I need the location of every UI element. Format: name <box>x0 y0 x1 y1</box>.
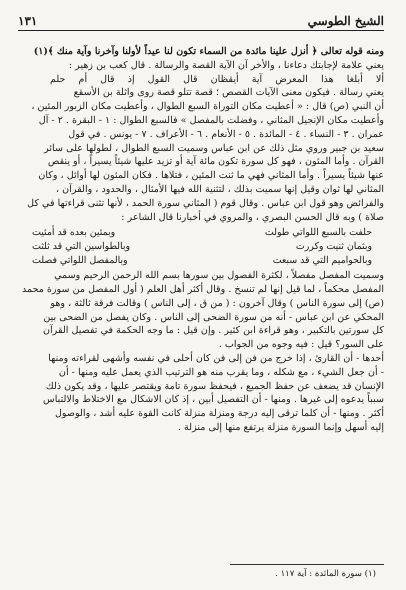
text-line: على السور؟ قيل : فيه وجوه من الجواب . <box>218 339 384 351</box>
poem-hemistich-right: وبالحواميم التي قد سبعت <box>272 254 372 266</box>
footnote-divider <box>230 564 384 565</box>
text-line: إليه أسهل وإنما السورة منزلة يرتفع منها إلى منزلة . <box>177 421 384 433</box>
text-line: عمران . ٣ - النساء . ٤ - المائدة . ٥ - الأنعام . ٦ - الأعراف . ٧ - يونس . في قول <box>68 128 384 140</box>
text-line: صلاة ) وبه قال الحسن البصري ، والمروي في أخبارنا قال الشاعر : <box>121 211 384 223</box>
poem-row <box>18 226 384 240</box>
text-line: (ص) إلى سورة الناس ) وقال آخرون : ( من ق ، إلى الناس ) وقالت فرقة ثالثة ، وهو <box>50 297 384 309</box>
text-line: يعني علامة لإجابتك دعاءنا ، والأخر آن الآية القصة والرسالة . قال كعب بن زهير : <box>68 59 384 71</box>
text-line: يعني رسالة . فيكون معنى الآيات القصص ؛ قصة تتلو قصة روى واثلة بن الأسقع <box>73 87 384 99</box>
text-line: المحكي عن ابن عباس - أنه من سورة الضحى إلى الناس . وكان يفصل من الضحى بين <box>43 311 384 323</box>
poem-hemistich-left: وبالطواسين التي قد ثلثت <box>32 240 131 252</box>
main-text <box>18 45 384 435</box>
text-line: عنها شيئاً يسيراً . وأما المثاني فهي ما ثنت المئين ، فتلاها . فكان المئون لها أوائل ، وكان <box>38 170 384 182</box>
text-line: وسميت المفصل مفصلاً ، لكثرة الفصول بين سورها بسم الله الرحمن الرحيم وسمي <box>54 270 384 282</box>
text-line: - أن جعل الشيء ، مع شكله ، وما يقرب منه هو الترتيب الذي يعمل عليه ومنها - أن <box>58 366 384 378</box>
text-line: القرآن . وأما المئون ، فهو كل سورة تكون مائة آية أو تزيد عليها شيئاً يسيراً ، أو ينقص <box>47 156 384 168</box>
text-line: أن النبي (ص) قال : « أعطيت مكان التوراة السبع الطوال ، وأعطيت مكان الزبور المئين ، <box>31 101 384 113</box>
page-header <box>18 6 384 31</box>
verse-line: ألا أبلغا هذا المعرض آية أيقظان قال القول إذ قال أم حلم <box>49 73 384 85</box>
text-line: أحدها - أن القارئ ، إذا خرج من فن إلى فن كان أحلى في نفسه وأشهى لقراءته ومنها <box>48 352 384 364</box>
text-line: والفرائض وهو قول ابن عباس . وقال قوم ( المثاني سورة الحمد ، لأنها تثنى قراءتها في كل <box>27 197 384 209</box>
text-line: ومنه قوله تعالى ﴿ أنزل علينا مائدة من السماء تكون لنا عيداً لأولنا وآخرنا وآية منك ﴾(١) <box>33 46 384 57</box>
text-line: المفصل محكماً ، لما قيل إنها لم تنسخ . وقال أكثر أهل العلم ( أول المفصل من سورة محمد <box>21 283 384 295</box>
poem-hemistich-right: حلفت بالسبع اللواتي طولت <box>264 227 372 239</box>
poem <box>18 226 384 267</box>
text-line: وأعطيت مكان الإنجيل المثاني ، وفضلت بالمفصل » فالسبع الطوال : ١ - البقرة . ٢ - آل <box>38 114 384 126</box>
text-line: الإنسان قد يضعف عن حفظ الجميع ، فيحفظ سورة تامة ويقتصر عليها ، وقد يكون ذلك <box>45 380 384 392</box>
poem-row <box>18 254 384 268</box>
poem-row <box>18 240 384 254</box>
poem-hemistich-left: وبمئين بعده قد أمئيت <box>32 227 116 239</box>
footnote: (١) سورة المائدة : آية ١١٧ . <box>275 569 376 579</box>
running-title: الشيخ الطوسي <box>307 14 384 28</box>
text-line: سعيد بن جبير وروي مثل ذلك عن ابن عباس وسميت السبع الطوال ، لطولها على سائر <box>44 142 384 154</box>
text-line: سبباً يدعوه إلى غيرها . ومنها - أن التفصيل أبين ، إذ كان الاشكال مع الاختلاط والالتباس <box>43 394 384 406</box>
text-line: أكثر . ومنها - أن كلما ترقى إليه درجة ومنزلة منزلة كانت القوة عليه أشد ، والوصول <box>54 408 384 420</box>
text-line: كل سورتين بالتكبير ، وهو قراءة ابن كثير . وإن قيل : ما وجه الحكمة في تفصيل القرآن <box>42 325 384 337</box>
page-number: ١٣١ <box>18 14 38 28</box>
poem-hemistich-left: وبالمفصل اللواتي فصلت <box>32 254 128 266</box>
poem-hemistich-right: وبثمان ثنيت وكررت <box>295 240 372 252</box>
text-line: المثاني لها ثوان وقيل إنها سميت بذلك ، لتثنية الله فيها الأمثال ، والحدود ، والقرآن ، <box>56 183 384 195</box>
